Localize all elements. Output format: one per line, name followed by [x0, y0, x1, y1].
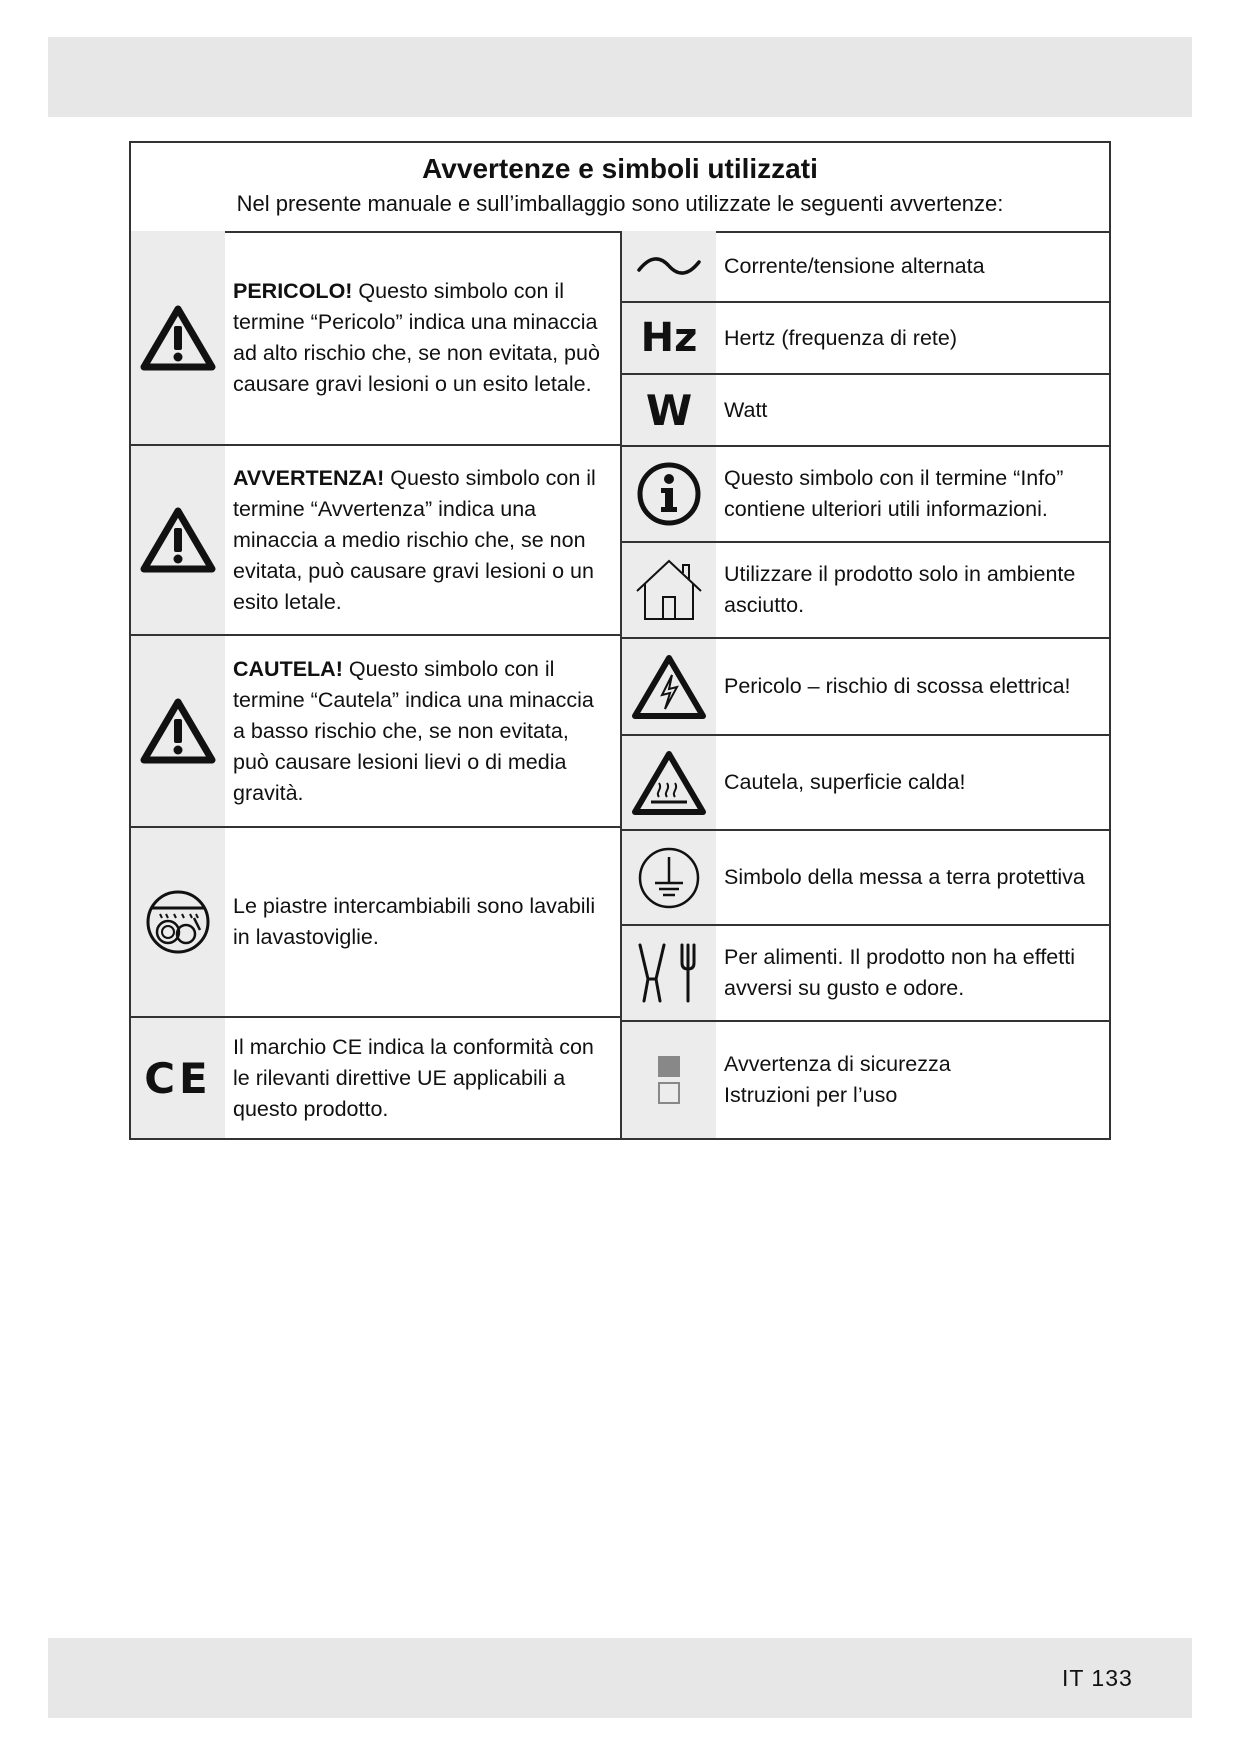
footer-band	[48, 1638, 1192, 1718]
food-safe-icon	[622, 926, 716, 1020]
page-number: IT 133	[1062, 1665, 1133, 1691]
info-icon	[622, 447, 716, 541]
info-description: Questo simbolo con il termine “Info” contiene ulteriori utili informazioni.	[724, 466, 1064, 521]
table-row	[622, 447, 1109, 543]
protective-earth-icon	[622, 831, 716, 924]
watt-description: Watt	[724, 397, 768, 422]
table-row	[622, 831, 1109, 926]
table-row	[622, 543, 1109, 639]
safety-instructions-icon	[622, 1022, 716, 1138]
warning-triangle-icon	[131, 636, 225, 826]
hot-surface-icon	[622, 736, 716, 829]
ce-mark-icon: CE	[131, 1018, 225, 1138]
dishwasher-safe-icon	[131, 828, 225, 1016]
table-row	[622, 926, 1109, 1022]
house-icon	[622, 543, 716, 637]
table-row	[131, 636, 620, 828]
page-title: Avvertenze e simboli utilizzati	[422, 153, 818, 184]
watt-icon: W	[622, 375, 716, 445]
table-row	[622, 639, 1109, 736]
dishwasher-description: Le piastre intercambiabili sono lavabili in lavastoviglie.	[233, 894, 596, 949]
safety-warning-label: Avvertenza di sicurezza	[724, 1052, 951, 1076]
ce-description: Il marchio CE indica la conformità con le rilevanti direttive UE applicabili a questo prodotto.	[233, 1034, 594, 1121]
caution-keyword: CAUTELA!	[233, 656, 343, 681]
electric-shock-icon	[622, 639, 716, 734]
instructions-label: Istruzioni per l’uso	[724, 1083, 898, 1107]
warning-keyword: AVVERTENZA!	[233, 465, 385, 490]
table-row	[131, 1018, 620, 1138]
table-row	[622, 375, 1109, 447]
ac-description: Corrente/tensione alternata	[724, 253, 985, 278]
table-row	[622, 736, 1109, 831]
table-row	[622, 1022, 1109, 1138]
warning-triangle-icon	[131, 231, 225, 444]
caution-description: Questo simbolo con il termine “Cautela” indica una minaccia a basso rischio che, se non evitata, può causare lesioni lievi o di media gravità.	[233, 656, 594, 805]
alternating-current-icon	[622, 231, 716, 301]
hot-surface-description: Cautela, superficie calda!	[724, 770, 966, 794]
dry-environment-description: Utilizzare il prodotto solo in ambiente asciutto.	[724, 562, 1076, 617]
table-row	[622, 303, 1109, 375]
table-row	[131, 446, 620, 636]
table-row	[131, 231, 620, 446]
header-band	[48, 37, 1192, 117]
warning-triangle-icon	[131, 446, 225, 634]
table-row	[622, 231, 1109, 303]
warning-description: Questo simbolo con il termine “Avvertenza” indica una minaccia a medio rischio che, se non evitata, può causare gravi lesioni o un esito letale.	[233, 465, 596, 614]
page-subtitle: Nel presente manuale e sull’imballaggio sono utilizzate le seguenti avvertenze:	[236, 191, 1004, 216]
danger-description: Questo simbolo con il termine “Pericolo” indica una minaccia ad alto rischio che, se non evitata, può causare gravi lesioni o un esito letale.	[233, 278, 600, 396]
danger-keyword: PERICOLO!	[233, 278, 353, 303]
hertz-icon: Hz	[622, 303, 716, 373]
table-header	[131, 143, 1109, 233]
warnings-table	[129, 141, 1111, 1140]
shock-description: Pericolo – rischio di scossa elettrica!	[724, 674, 1071, 698]
food-safe-description: Per alimenti. Il prodotto non ha effetti avversi su gusto e odore.	[724, 945, 1075, 1000]
earth-description: Simbolo della messa a terra protettiva	[724, 865, 1085, 889]
table-row	[131, 828, 620, 1018]
hertz-description: Hertz (frequenza di rete)	[724, 325, 958, 350]
